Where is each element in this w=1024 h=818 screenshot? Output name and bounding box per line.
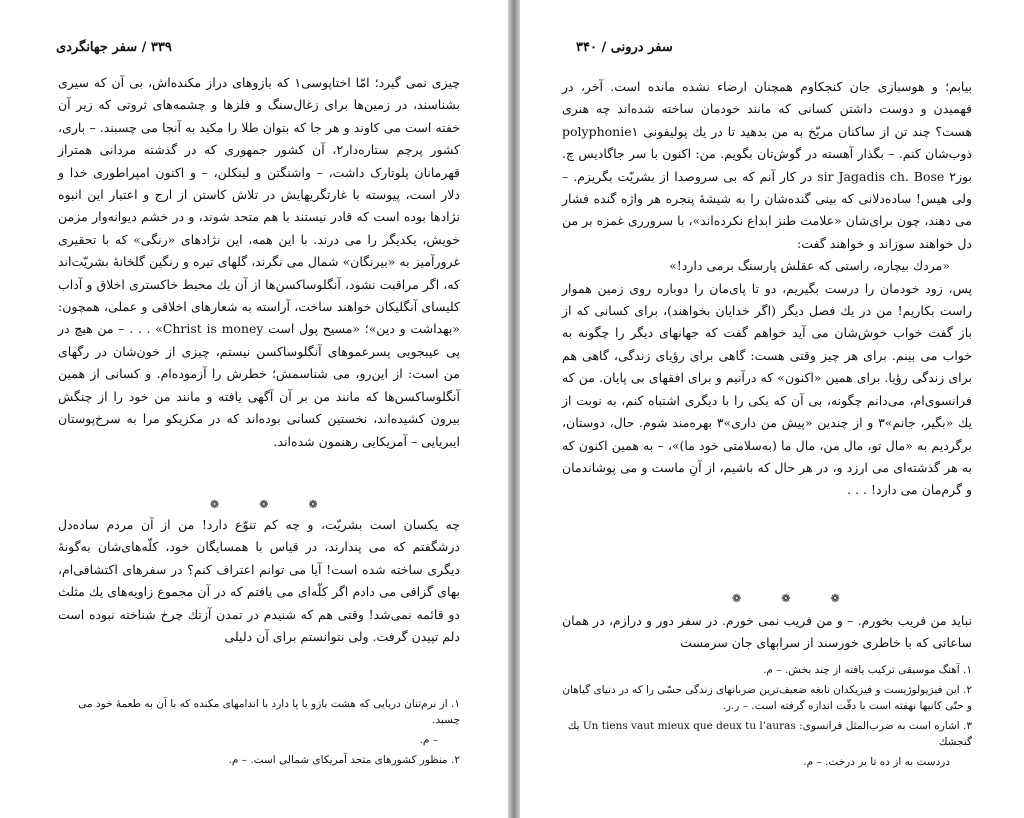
section-ornament (732, 592, 840, 605)
footnote: ۱. آهنگ موسیقی ترکیب یافته از چند بخش. – م. (763, 664, 972, 676)
ornament-icon: ❁ (259, 498, 269, 511)
ornament-icon: ❁ (308, 498, 318, 511)
book-gutter (508, 0, 520, 818)
footnote: ۲. این فیزیولوژیست و فیزیکدان نابغه ضعیف‌ترین ضربانهای زندگی حسّی را که در دنیای گیاهان و حتّی کانیها نهفته است با دقّت اندازه گرفته است. – ر.ر. (562, 684, 972, 712)
footnote-continuation: – م. (419, 734, 438, 746)
left-page (0, 0, 508, 818)
footnote: ۳. اشاره است به ضرب‌المثل فرانسوی: Un tiens vaut mieux que deux tu l’auras یك گنجشك (567, 720, 972, 748)
body-paragraph: چه یکسان است بشریّت، و چه کم تنوّع دارد! من از آن مردم ساده‌دل درشگفتم که می پندارند، در قیاس با همسایگان خود، کلّه‌های‌شان به‌گونهٔ دیگری ساخته شده است! آیا می توانم اعتراف کنم؟ در سفرهای اکتشافی‌ام، بهای گزافی می دادم اگر کلّه‌ای می یافتم که در آن مجموع زاویه‌های یك مثلث دو قائمه نمی‌شد! وقتی هم که شنیدم در تمدن آزتك چرخ شناخته نبوده است دلم تپیدن گرفت. ولی نتوانستم برای آن دلیلی (58, 517, 460, 645)
footnote: ۱. از نرم‌تنان دریایی که هشت بازو یا پا دارد با اندامهای مکنده که با آن به طعمهٔ خود می چسبد. (78, 698, 460, 726)
page-header: ۳۳۹ / سفر جهانگردی (56, 40, 172, 55)
ornament-icon: ❁ (830, 592, 840, 605)
footnote-continuation: دردست به از ده تا بر درخت. – م. (803, 756, 950, 768)
page-header: سفر درونی / ۳۴۰ (576, 40, 673, 55)
section-ornament (210, 498, 318, 511)
quote-line: «مردك بیچاره، راستی که عقلش پارسنگ برمی دارد!» (669, 258, 950, 274)
body-text-block (562, 76, 972, 502)
ornament-icon: ❁ (781, 592, 791, 605)
footnote: ۲. منظور کشورهای متحد آمریکای شمالی است. – م. (228, 754, 460, 766)
footnotes (58, 696, 460, 772)
footnotes (562, 662, 972, 774)
right-page (520, 0, 1024, 818)
body-paragraph: بیابم؛ و هوسبازی جان کنجکاوم همچنان ارضاء نشده مانده است. آخر، در فهمیدن و دوست داشتن کسانی که مانند خودمان ساخته شده‌اند چه هنری هست؟ چند تن از ساکنان مریّخ به من بدهید تا در یك پولیفونی polyphonie۱ ذوب‌شان کنم. – بگذار آهسته در گوش‌تان بگویم. من: اکنون با سر جاگادیس چ. بوز۲ sir Jagadis ch. Bose در کار آنم که بی سروصدا از بشریّت بگریزم. – ولی هیس! ساده‌دلانی که بینی گنده‌شان را به شیشهٔ پنجره‌ هر واژه گنده فشار می دهند، چون برای‌شان «علامت طنز ابداع نکرده‌اند»، با سرورری غمزه بر من دل خواهند سوزاند و خواهند گفت: (562, 79, 972, 251)
body-paragraph: پس، زود خودمان را درست بگیریم، دو تا پای‌مان را دوباره روی زمین هموار راست بکاریم! من در یك فصل دیگر (اگر خدایان بخواهند)، برای کسانی که از باز گفت خواب خوش‌شان می آید خواهم گفت که جهانهای دیگر را چگونه به خواب می بینم. برای هر چیز وقتی هست: گاهی برای رؤیای زندگی، گاهی هم برای زندگی رؤیا. برای همین «اکنون» که درآنیم و برای افقهای بی پایان. من که فرانسوی‌ام، می‌دانم چگونه، بی آن که یکی را با دیگری اشتباه کنم، به نوبت از یك «بگیر، جانم»۳ و از چندین «پیش من داری»۳ بهره‌مند شوم. حال، دوستان، برگردیم به «مال تو، مال من، مال ما (به‌سلامتی خود ما)»، – به همین اکنون که به هر گذشته‌ای می ارزد و، در هر حال که باشیم، از آنِ ماست و می پوشاندمان و گرم‌مان می دارد! . . . (562, 280, 972, 498)
ornament-icon: ❁ (210, 498, 220, 511)
body-paragraph: چیزی نمی گیرد؛ امّا اختاپوسی۱ که بازوهای دراز مکنده‌اش، بی آن که سیری بشناسند، در زمین‌ها برای زغال‌سنگ و فلزها و چشمه‌های ثروتی که زیر آن خفته است می کاوند و هر جا که بتوان طلا را مکید به آنجا می چسبند. – باری، کشور پرچم ستاره‌دار۲، آن کشور جمهوری که در گذشته مردانی همتراز قهرمانان پلوتارک داشت، – واشنگتن و لینکلن، – و اکنون امپراطوری خدا و دلار است، پیوسته با غارتگریهایش در تلاش کاستن از ارج و اعتبار این انبوه نژادها بوده است که قادر نیستند با هم متحد شوند، و در خشم دیوانه‌وار مزمن خویش، یکدیگر را می درند. با این همه، این نژادهای «رنگی» که با تحقیری غرورآمیز به «بیرنگان» شمال می نگرند، گلهای تیره و رنگین گلخانهٔ بشریّت‌اند که، اگر مراقبت نشود، آنگلوساکسن‌ها از آن یك محیط خاکستری اخلاق و آداب کلیسای آنگلیکان خواهند ساخت، آراسته به شعارهای اخلاقی و عملی، همچون: «بهداشت و دین»؛ «مسیح پول است Christ is money» . . . – من هیچ در پی عیبجویی پسرعموهای آنگلوساکسن نیستم، چیزی از خون‌شان در رگهای من است: از این‌رو، می شناسمش؛ خطرش را آزموده‌ام. و کسانی از همین آنگلوساکسن‌ها که مانند من بر آن آگهی یافته و مانند من خود را از چنگش بیرون کشیده‌اند، نخستین کسانی بوده‌اند که در مکزیکو مرا به سرخ‌پوستان ایبریایی – آمریکایی رهنمون شده‌اند. (58, 75, 460, 449)
body-paragraph: نباید من فریب بخورم. – و من فریب نمی خورم. در سفر دور و درازم، در همان ساعاتی که با خاطری خورسند از سرابهای جان سرمست (562, 613, 972, 651)
ornament-icon: ❁ (732, 592, 742, 605)
